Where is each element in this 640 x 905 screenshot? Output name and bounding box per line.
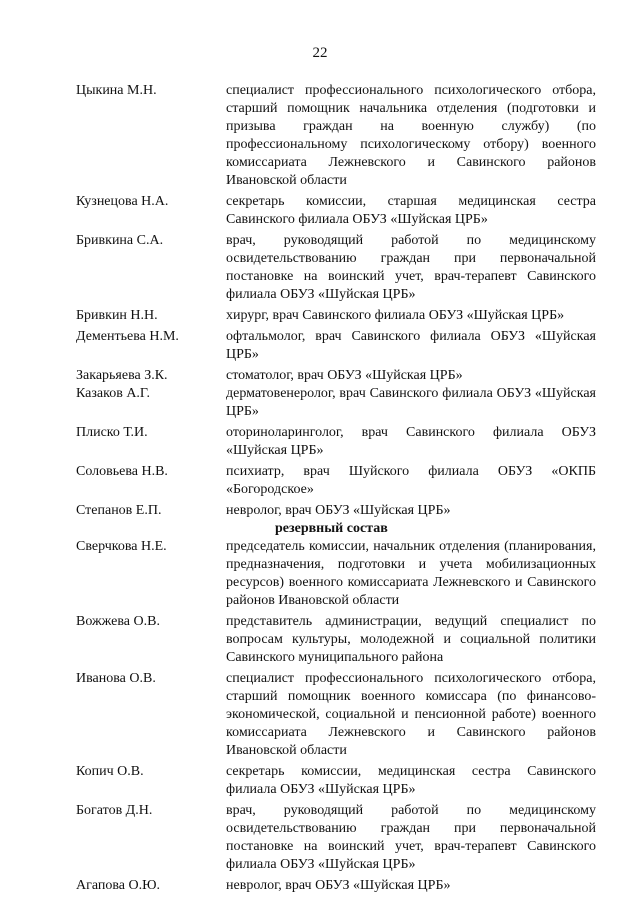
reserve-member-row xyxy=(0,802,640,874)
reserve-member-row xyxy=(0,877,640,895)
commission-list xyxy=(0,82,640,895)
member-role: специалист профессионального психологического отбора, старший помощник начальника отделения (подготовки и призыва граждан на военную службу) (по профессиональному психологическому отбору) военного комиссариата Лежневского и Савинского районов Ивановской области xyxy=(226,83,596,188)
member-name: Цыкина М.Н. xyxy=(76,83,157,98)
member-name: Вожжева О.В. xyxy=(76,614,160,629)
member-name: Плиско Т.И. xyxy=(76,425,148,440)
member-role: представитель администрации, ведущий специалист по вопросам культуры, молодежной и социальной политики Савинского муниципального района xyxy=(226,614,596,665)
member-name: Богатов Д.Н. xyxy=(76,803,153,818)
member-role: психиатр, врач Шуйского филиала ОБУЗ «ОКПБ «Богородское» xyxy=(226,464,596,497)
member-row xyxy=(0,367,640,385)
member-name: Агапова О.Ю. xyxy=(76,878,161,893)
member-row xyxy=(0,82,640,190)
member-role: председатель комиссии, начальник отделения (планирования, предназначения, подготовки и учета мобилизационных ресурсов) военного комиссариата Лежневского и Савинского районов Ивановской области xyxy=(226,539,596,608)
member-name: Бривкина С.А. xyxy=(76,233,164,248)
member-row xyxy=(0,424,640,460)
member-row xyxy=(0,463,640,499)
member-role: дерматовенеролог, врач Савинского филиала ОБУЗ «Шуйская ЦРБ» xyxy=(226,386,596,419)
member-row xyxy=(0,385,640,421)
member-name: Соловьева Н.В. xyxy=(76,464,168,479)
member-name: Иванова О.В. xyxy=(76,671,156,686)
member-row xyxy=(0,328,640,364)
member-name: Казаков А.Г. xyxy=(76,386,150,401)
member-row xyxy=(0,307,640,325)
member-role: врач, руководящий работой по медицинскому освидетельствованию граждан при первоначальной постановке на воинский учет, врач-терапевт Савинского филиала ОБУЗ «Шуйская ЦРБ» xyxy=(226,233,596,302)
member-row xyxy=(0,232,640,304)
member-role: специалист профессионального психологического отбора, старший помощник военного комиссара (по финансово-экономической, социальной и пенсионной работе) военного комиссариата Лежневского и Савинского районов Ивановской области xyxy=(226,671,596,758)
reserve-section-title: резервный состав xyxy=(275,521,388,536)
member-name: Бривкин Н.Н. xyxy=(76,308,158,323)
member-row xyxy=(0,193,640,229)
reserve-member-row xyxy=(0,613,640,667)
member-role: невролог, врач ОБУЗ «Шуйская ЦРБ» xyxy=(226,503,451,518)
member-name: Сверчкова Н.Е. xyxy=(76,539,167,554)
reserve-member-row xyxy=(0,670,640,760)
member-name: Закарьяева З.К. xyxy=(76,368,168,383)
page-number: 22 xyxy=(312,45,328,61)
member-role: врач, руководящий работой по медицинскому освидетельствованию граждан при первоначальной постановке на воинский учет, врач-терапевт Савинского филиала ОБУЗ «Шуйская ЦРБ» xyxy=(226,803,596,872)
member-role: секретарь комиссии, медицинская сестра Савинского филиала ОБУЗ «Шуйская ЦРБ» xyxy=(226,764,596,797)
member-role: секретарь комиссии, старшая медицинская сестра Савинского филиала ОБУЗ «Шуйская ЦРБ» xyxy=(226,194,596,227)
member-role: невролог, врач ОБУЗ «Шуйская ЦРБ» xyxy=(226,878,451,893)
member-row xyxy=(0,502,640,520)
reserve-member-row xyxy=(0,538,640,610)
member-role: офтальмолог, врач Савинского филиала ОБУЗ «Шуйская ЦРБ» xyxy=(226,329,596,362)
member-name: Кузнецова Н.А. xyxy=(76,194,169,209)
reserve-member-row xyxy=(0,763,640,799)
member-name: Степанов Е.П. xyxy=(76,503,162,518)
member-role: стоматолог, врач ОБУЗ «Шуйская ЦРБ» xyxy=(226,368,463,383)
member-name: Дементьева Н.М. xyxy=(76,329,179,344)
member-role: хирург, врач Савинского филиала ОБУЗ «Шуйская ЦРБ» xyxy=(226,308,565,323)
member-role: оториноларинголог, врач Савинского филиала ОБУЗ «Шуйская ЦРБ» xyxy=(226,425,596,458)
member-name: Копич О.В. xyxy=(76,764,144,779)
